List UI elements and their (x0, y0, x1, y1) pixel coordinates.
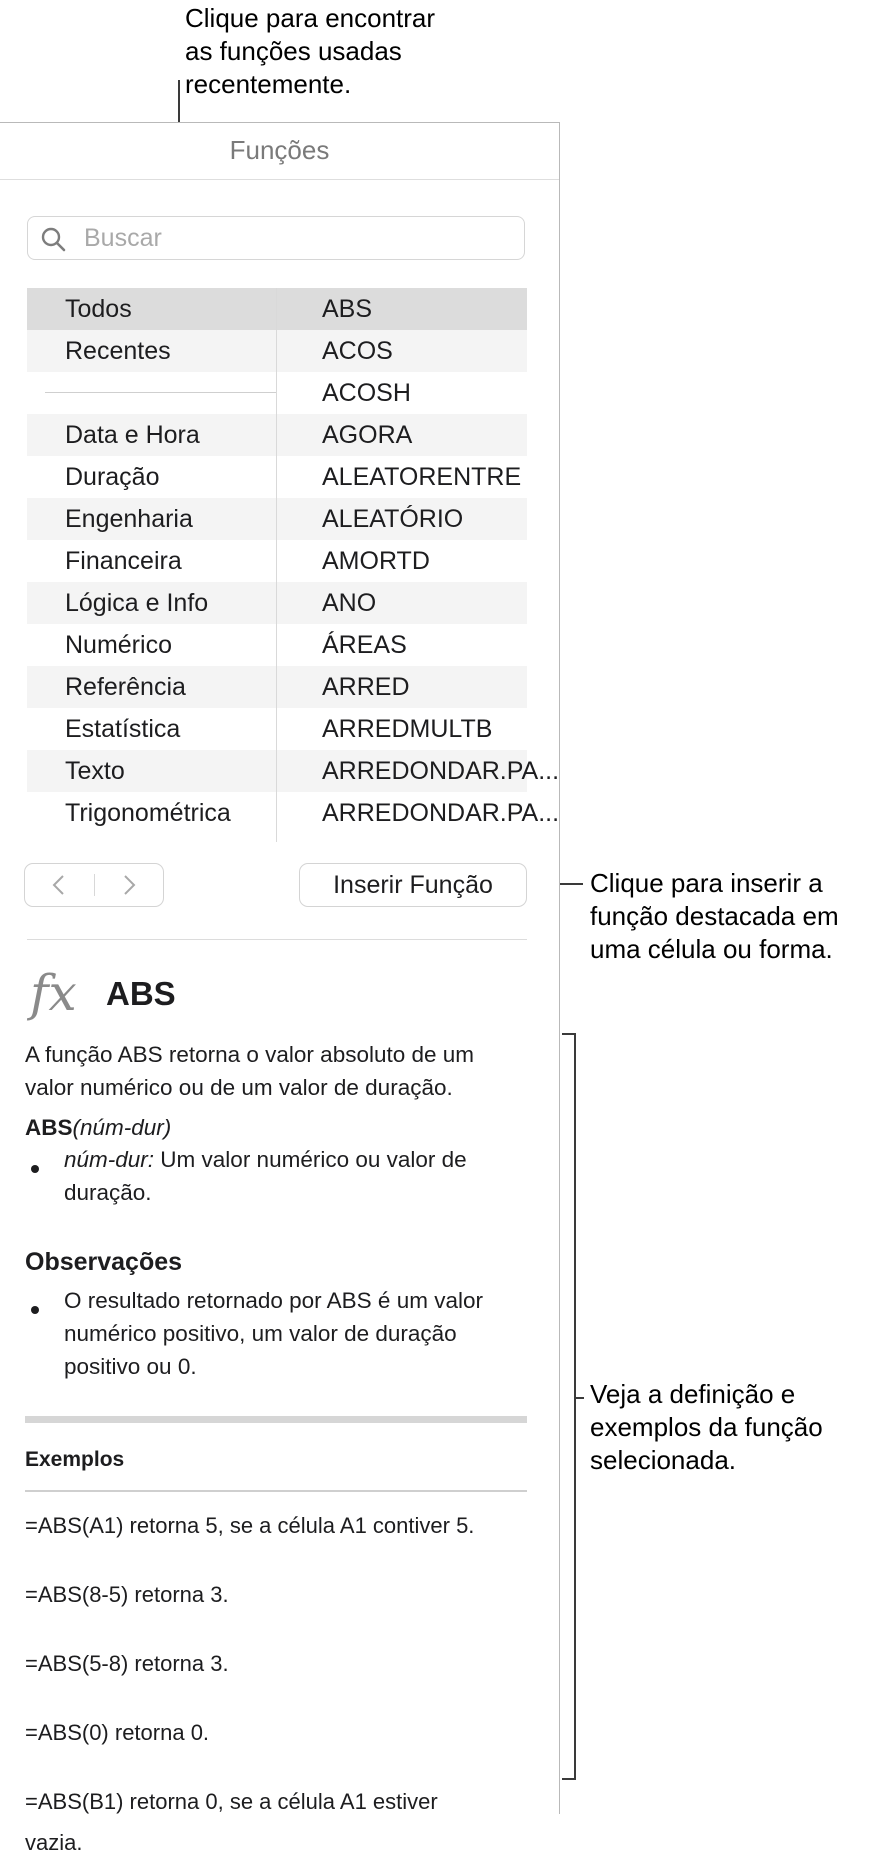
function-item[interactable]: ÁREAS (322, 631, 407, 659)
divider (0, 179, 559, 180)
category-separator (27, 372, 276, 414)
examples-heading: Exemplos (25, 1448, 125, 1471)
callout-leader-line (574, 1397, 584, 1399)
back-button[interactable] (25, 864, 94, 906)
syntax-args: (núm-dur) (72, 1115, 172, 1140)
category-item-texto[interactable]: Texto (27, 750, 276, 792)
syntax-name: ABS (25, 1115, 73, 1140)
chevron-left-icon (51, 874, 67, 896)
search-field[interactable] (27, 216, 525, 260)
divider (25, 1490, 527, 1492)
category-item-referencia[interactable]: Referência (27, 666, 276, 708)
function-syntax (25, 1111, 525, 1144)
function-browser (27, 288, 560, 842)
callout-line: função destacada em (590, 901, 839, 931)
example-item: vazia. (25, 1830, 83, 1855)
callout-line: exemplos da função (590, 1412, 823, 1442)
history-nav (24, 863, 164, 907)
category-item-estatistica[interactable]: Estatística (65, 715, 181, 743)
callout-line: Veja a definição e (590, 1379, 796, 1409)
callout-line: selecionada. (590, 1445, 736, 1475)
category-item-numerico[interactable]: Numérico (65, 631, 172, 659)
example-item: =ABS(B1) retorna 0, se a célula A1 estiver (25, 1789, 438, 1814)
divider (27, 939, 527, 940)
function-item[interactable]: ANO (277, 582, 527, 624)
function-item[interactable]: ACOS (277, 330, 527, 372)
divider (25, 1416, 527, 1423)
function-item[interactable]: ABS (277, 288, 527, 330)
category-item-data-e-hora[interactable]: Data e Hora (27, 414, 276, 456)
functions-panel (0, 122, 560, 1855)
bullet (31, 1165, 39, 1173)
example-item: =ABS(0) retorna 0. (25, 1720, 210, 1745)
function-item[interactable]: ARREDONDAR.PA... (277, 750, 527, 792)
search-icon (40, 226, 66, 252)
callout-line: recentemente. (185, 69, 352, 99)
function-item[interactable]: AGORA (277, 414, 527, 456)
callout-definition (590, 1378, 823, 1477)
notes-heading: Observações (25, 1248, 183, 1276)
category-list (27, 288, 277, 842)
callout-recent-functions (185, 2, 435, 101)
forward-button[interactable] (95, 864, 164, 906)
category-item-todos[interactable]: Todos (27, 288, 276, 330)
bullet (31, 1306, 39, 1314)
function-item[interactable]: ARREDONDAR.PA... (322, 799, 560, 827)
example-item: =ABS(8-5) retorna 3. (25, 1582, 229, 1607)
note-item: O resultado retornado por ABS é um valor numérico positivo, um valor de duração positivo ou 0. (64, 1288, 483, 1379)
category-item-financeira[interactable]: Financeira (65, 547, 182, 575)
example-item: =ABS(A1) retorna 5, se a célula A1 contiver 5. (25, 1513, 475, 1538)
callout-line: Clique para encontrar (185, 3, 436, 33)
example-item: =ABS(5-8) retorna 3. (25, 1651, 229, 1676)
function-item[interactable]: ACOSH (322, 379, 411, 407)
chevron-right-icon (121, 874, 137, 896)
callout-bracket (574, 1033, 576, 1780)
function-summary: A função ABS retorna o valor absoluto de um valor numérico ou de um valor de duração. (25, 1042, 475, 1100)
argument-text: Um valor numérico ou valor de duração. (64, 1147, 467, 1205)
panel-title: Funções (229, 135, 330, 165)
callout-bracket (562, 1033, 576, 1035)
function-item[interactable]: ALEATÓRIO (277, 498, 527, 540)
fx-icon: fx (30, 964, 77, 1022)
function-name: ABS (106, 975, 176, 1012)
function-list (277, 288, 560, 842)
category-item-logica-e-info[interactable]: Lógica e Info (27, 582, 276, 624)
category-item-trigonometrica[interactable]: Trigonométrica (65, 799, 231, 827)
function-item[interactable]: ARRED (277, 666, 527, 708)
category-item-duracao[interactable]: Duração (65, 463, 160, 491)
search-input[interactable] (84, 217, 504, 259)
callout-insert-function (590, 867, 839, 966)
category-item-recentes[interactable]: Recentes (27, 330, 276, 372)
argument-description (64, 1143, 524, 1209)
callout-line: uma célula ou forma. (590, 934, 833, 964)
insert-function-button[interactable]: Inserir Função (299, 863, 527, 907)
function-item[interactable]: ARREDMULTB (322, 715, 493, 743)
function-item[interactable]: ALEATORENTRE (322, 463, 522, 491)
argument-name: núm-dur: (64, 1147, 155, 1172)
function-item[interactable]: AMORTD (322, 547, 430, 575)
category-item-engenharia[interactable]: Engenharia (27, 498, 276, 540)
callout-line: Clique para inserir a (590, 868, 823, 898)
callout-bracket (562, 1778, 576, 1780)
callout-line: as funções usadas (185, 36, 402, 66)
